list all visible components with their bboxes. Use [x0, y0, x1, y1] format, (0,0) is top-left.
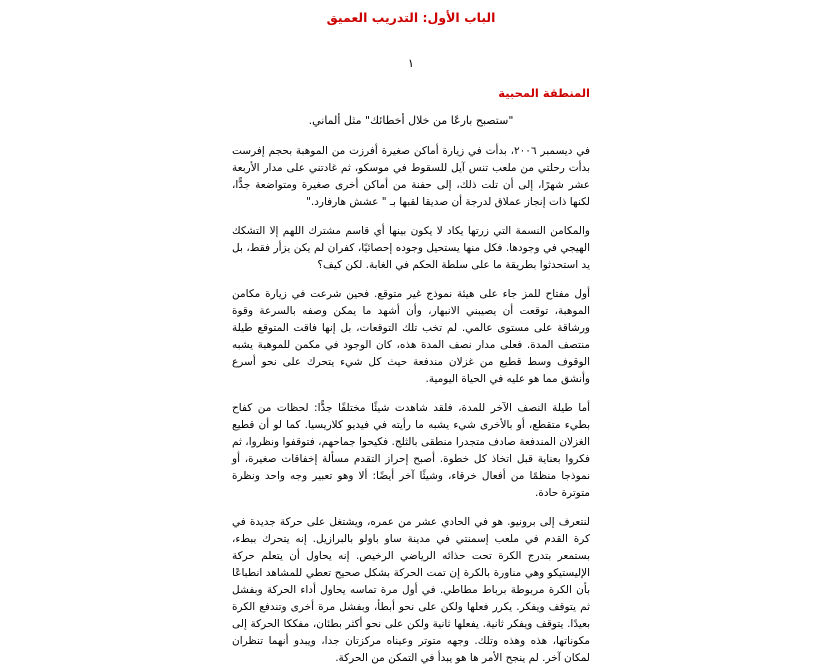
page-number: ١ [407, 56, 415, 70]
paragraph: أول مفتاح للمز جاء على هيئة نموذج غير متوقع. فحين شرعت في زيارة مكامن الموهبة، توقعت أن يصيبني الانبهار، وأن أشهد ما يمكن وصفه بالسرعة وقوة ورشاقة على مستوى عالمي. لم تخب تلك التوقعات، بل إنها فاقت المتوقع طيلة منتصف المدة. فعلى مدار نصف المدة هذه، كان الوجود في مكمن للموهبة يشبه الوقوف وسط قطيع من غزلان مندفعة حيث كل شيء يتحرك على نحو أسرع وأنشق مما هو عليه في الحياة اليومية. [232, 288, 590, 385]
paragraph: أما طيلة النصف الآخر للمدة، فلقد شاهدت شيئًا مختلفًا جدًّا: لحظات من كفاح بطيء متقطع، أو بالأخرى شيء يشبه ما رأيته في فيديو كلاريسيا. كما لو أن قطيع الغزلان المندفعة صادف متجدرا منطقى بالثلج. فكيحوا جماحهم، فتوقفوا ونظروا، ثم فكروا بعناية قبل اتخاذ كل خطوة. أصبح إحراز التقدم مسألة إخفاقات صغيرة، أو نموذجا منظمًا من أفعال خرقاء، وشيئًا آخر أيضًا: ألا وهو تعبير وجه واحد ونظرة متوترة حادة. [232, 402, 590, 499]
chapter-title: الباب الأول: التدريب العميق [326, 10, 496, 25]
paragraph: والمكامن النسمة التي زرتها يكاد لا يكون بينها أي قاسم مشترك اللهم إلا التشكك الهيجي في وجودها. فكل منها يستحيل وجوده إحصائيًا، كفران لم يكن يزأر فقط، بل يد استحدثوا بطريقة ما على سلطة الحكم في الغابة. لكن كيف؟ [232, 225, 590, 271]
paragraph: في ديسمبر ٢٠٠٦، بدأت في زيارة أماكن صغيرة أفرزت من الموهبة بحجم إفرست بدأت رحلتي من ملعب تنس آيل للسقوط في موسكو، ثم غادتني على مدار الأربعة عشر شهرًا، إلى أن تلت ذلك، إلى حفنة من أماكن أخرى صغيرة ومتواضعة جدًّا، لكنها ذات إنجاز عملاق لدرجة أن صديقا لقبها بـ " عشش هارفارد." [232, 145, 590, 208]
section-heading: المنطقة المحبية [498, 86, 590, 100]
paragraph: لنتعرف إلى برونيو. هو في الحادي عشر من عمره، ويشتغل على حركة جديدة في كرة القدم في ملعب إسمنتي في مدينة ساو باولو بالبرازيل. إنه يتحرك ببطء، بستمعر بتدرج الكرة تحت حذائه الرياضي الرخيص. إنه يحاول أن يتعلم حركة الإليستيكو وهي مناورة بالكرة إن تمت الحركة بشكل صحيح تعطي للمشاهد انطباعًا بأن الكرة مربوطة برباط مطاطي. في أول مرة تماسه يحاول أداء الحركة وبفشل ثم يتوقف ويفكر. يكرر فعلها ولكن على نحو أبطأ، وبفشل مرة أخرى وتندفع الكرة بعيدًا. يتوقف ويفكر ثانية. يفعلها ثانية ولكن على نحو أكثر بطئان، مفككا الحركة إلى مكوناتها، هذه وهذه وتلك. وجهه متوتر وعيناه مركزتان جدا، ويبدو أنهما تنظران لمكان آخر. لم ينجح الأمر ها هو يبدأ في التمكن من الحركة. [232, 516, 590, 664]
page-body [232, 56, 590, 667]
epigraph-quote: "ستصبح بارعًا من خلال أخطائك" مثل ألماني. [308, 114, 514, 127]
